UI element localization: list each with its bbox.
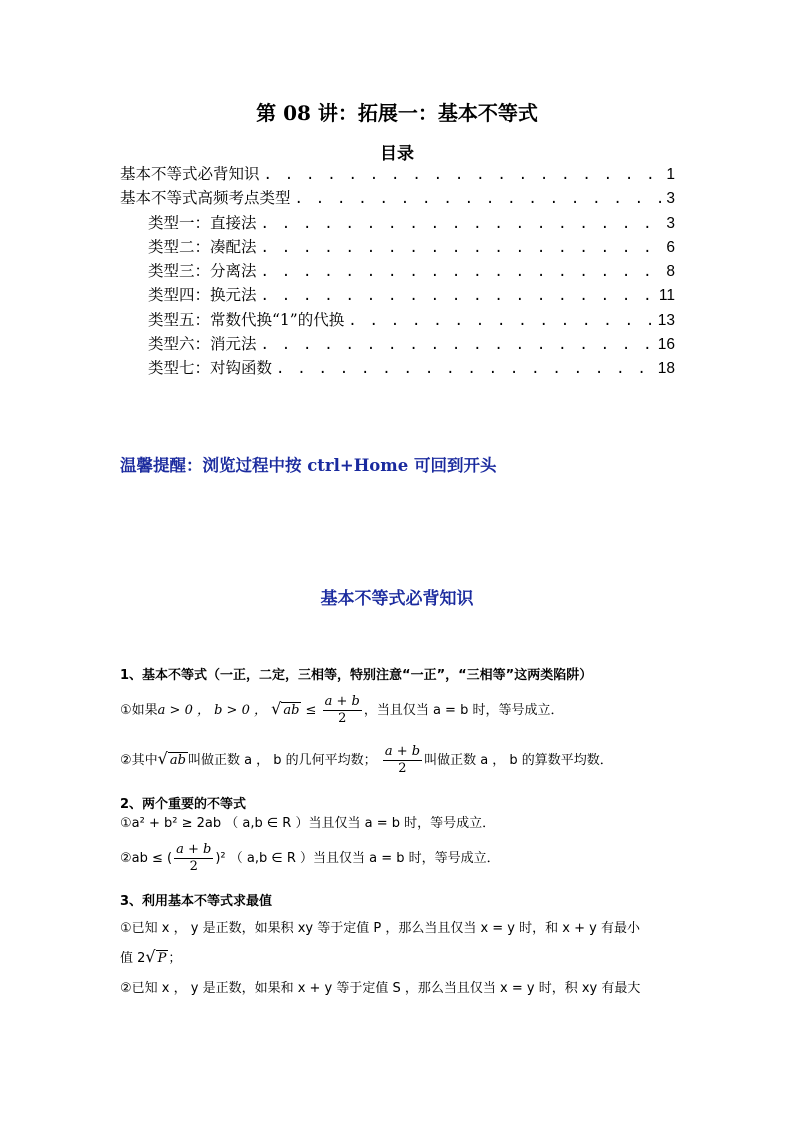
- section-heading: 基本不等式必背知识: [320, 589, 474, 609]
- toc-subentry[interactable]: [120, 211, 675, 235]
- toc-entry-label: 类型四：换元法: [148, 286, 257, 305]
- fraction-denominator: 2: [189, 859, 198, 874]
- section-2-heading: 2、两个重要的不等式: [120, 797, 247, 812]
- fraction-numerator: a + b: [176, 842, 212, 857]
- leq-sign: ≤: [305, 703, 317, 718]
- formula-line-2: [120, 744, 613, 777]
- toc-subentry[interactable]: [120, 356, 675, 380]
- toc-leader-dots: [264, 167, 663, 183]
- toc-leader-dots: [295, 191, 663, 207]
- text-fragment: ，当且仅当 a = b 时，等号成立．: [363, 703, 564, 718]
- toc-subentry[interactable]: [120, 259, 675, 283]
- toc-entry-page: 16: [657, 336, 675, 354]
- toc-entry[interactable]: [120, 162, 675, 186]
- toc-subentry[interactable]: [120, 283, 675, 307]
- sqrt-expression: √ ab: [157, 749, 186, 768]
- formula-line-6: [120, 947, 181, 966]
- navigation-reminder: 温馨提醒：浏览过程中按 ctrl+Home 可回到开头: [120, 456, 497, 475]
- toc-leader-dots: [261, 216, 663, 232]
- toc-entry-page: 1: [666, 166, 675, 183]
- fraction-numerator: a + b: [324, 694, 360, 709]
- formula-line-1: [120, 694, 563, 727]
- toc-entry-page: 8: [666, 263, 675, 281]
- toc-leader-dots: [261, 240, 663, 256]
- toc-entry-label: 类型一：直接法: [148, 213, 257, 232]
- text-fragment: ②ab ≤ (: [120, 851, 173, 866]
- toc-entry-page: 13: [657, 311, 675, 329]
- text-fragment: )² （ a,b ∈ R ）当且仅当 a = b 时，等号成立．: [215, 851, 500, 866]
- text-fragment: ①如果: [120, 703, 158, 718]
- fraction: [174, 842, 213, 875]
- toc-entry-label: 类型五：常数代换“1”的代换: [148, 310, 345, 329]
- section-1-heading: 1、基本不等式（一正，二定，三相等，特别注意“一正”，“三相等”这两类陷阱）: [120, 668, 593, 683]
- toc-entry-page: 11: [658, 287, 675, 305]
- text-fragment: 叫做正数 a ， b 的几何平均数；: [187, 753, 377, 768]
- section-3-heading: 3、利用基本不等式求最值: [120, 894, 273, 909]
- fraction-denominator: 2: [398, 761, 407, 776]
- formula-line-4: [120, 842, 500, 875]
- sqrt-radicand: ab: [169, 753, 186, 768]
- text-fragment: ②其中: [120, 753, 158, 768]
- formula-line-3: ①a² + b² ≥ 2ab （ a,b ∈ R ）当且仅当 a = b 时，等号成立．: [120, 816, 496, 831]
- toc-entry-page: 6: [666, 238, 675, 256]
- fraction-numerator: a + b: [384, 744, 421, 759]
- toc-subentry[interactable]: [120, 332, 675, 356]
- sqrt-radicand: P: [157, 951, 167, 966]
- toc-entry-label: 类型六：消元法: [148, 335, 257, 354]
- sqrt-expression: √ P: [145, 947, 167, 966]
- toc-leader-dots: [261, 288, 655, 304]
- table-of-contents: [120, 162, 675, 381]
- formula-line-5: ①已知 x ， y 是正数，如果积 xy 等于定值 P ，那么当且仅当 x = y 时，和 x + y 有最小: [120, 921, 640, 936]
- toc-leader-dots: [261, 337, 654, 353]
- text-fragment: 叫做正数 a ， b 的算数平均数．: [424, 753, 613, 768]
- sqrt-radicand: ab: [283, 703, 300, 718]
- toc-heading: 目录: [380, 144, 414, 164]
- text-fragment: ；: [168, 951, 182, 966]
- fraction: [383, 744, 422, 777]
- toc-subentry[interactable]: [120, 308, 675, 332]
- condition-text: a > 0 ， b > 0 ，: [157, 703, 267, 718]
- toc-leader-dots: [348, 313, 654, 329]
- toc-leader-dots: [261, 264, 663, 280]
- toc-entry-label: 基本不等式必背知识: [120, 165, 260, 183]
- fraction: [323, 694, 362, 727]
- toc-entry[interactable]: [120, 186, 675, 210]
- toc-leader-dots: [276, 361, 654, 377]
- text-fragment: 值 2: [120, 951, 146, 966]
- toc-entry-page: 18: [657, 360, 675, 378]
- fraction-denominator: 2: [338, 711, 347, 726]
- toc-entry-page: 3: [666, 214, 675, 232]
- toc-entry-label: 类型三：分离法: [148, 262, 257, 281]
- toc-entry-label: 类型二：凑配法: [148, 237, 257, 256]
- toc-subentry[interactable]: [120, 235, 675, 259]
- formula-line-7: ②已知 x ， y 是正数，如果和 x + y 等于定值 S ，那么当且仅当 x = y 时，积 xy 有最大: [120, 981, 641, 996]
- toc-entry-label: 类型七：对钩函数: [148, 359, 273, 378]
- toc-entry-label: 基本不等式高频考点类型: [120, 189, 291, 208]
- toc-entry-page: 3: [666, 190, 675, 208]
- sqrt-expression: √ ab: [271, 699, 300, 718]
- page-title: 第 08 讲：拓展一：基本不等式: [256, 101, 538, 125]
